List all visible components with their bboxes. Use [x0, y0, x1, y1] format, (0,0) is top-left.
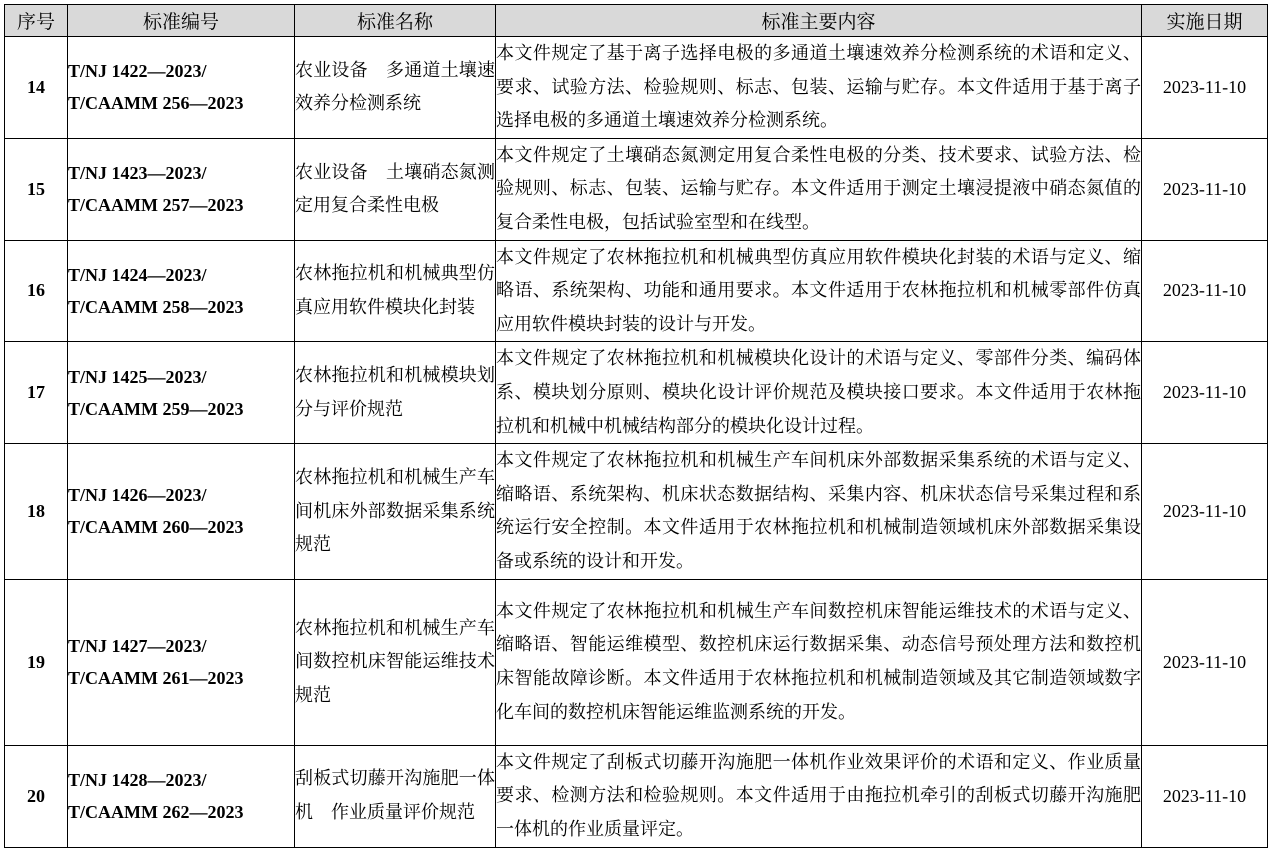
row-serial-number: 14	[5, 37, 68, 139]
row-implementation-date: 2023-11-10	[1142, 444, 1268, 579]
standard-code-line1: T/NJ 1424—2023/	[68, 264, 207, 285]
row-standard-name	[295, 444, 496, 579]
row-implementation-date: 2023-11-10	[1142, 342, 1268, 444]
header-serial-number: 序号	[5, 5, 68, 37]
standards-table	[4, 4, 1268, 848]
standard-name-text: 农业设备 多通道土壤速效养分检测系统	[295, 59, 495, 115]
row-serial-number: 16	[5, 240, 68, 342]
table-row	[5, 579, 1268, 745]
table-row	[5, 444, 1268, 579]
row-implementation-date: 2023-11-10	[1142, 138, 1268, 240]
row-standard-code	[68, 342, 295, 444]
row-serial-number: 15	[5, 138, 68, 240]
main-content-text: 本文件规定了土壤硝态氮测定用复合柔性电极的分类、技术要求、试验方法、检验规则、标志、包装、运输与贮存。本文件适用于测定土壤浸提液中硝态氮值的复合柔性电极，包括试验室型和在线型。	[496, 144, 1141, 233]
standard-code-line1: T/NJ 1427—2023/	[68, 636, 207, 656]
standard-code-line1: T/NJ 1423—2023/	[68, 163, 207, 184]
standard-name-text: 农林拖拉机和机械典型仿真应用软件模块化封装	[295, 263, 495, 318]
row-standard-code	[68, 138, 295, 240]
standard-code-line2: T/CAAMM 262—2023	[68, 802, 244, 822]
row-standard-code	[68, 444, 295, 579]
standard-code-line2: T/CAAMM 257—2023	[68, 195, 244, 216]
row-standard-name	[295, 240, 496, 342]
row-standard-code	[68, 745, 295, 847]
standard-code-line1: T/NJ 1422—2023/	[68, 61, 207, 82]
row-standard-name	[295, 579, 496, 745]
row-implementation-date: 2023-11-10	[1142, 579, 1268, 745]
table-row	[5, 138, 1268, 240]
standard-code-line2: T/CAAMM 261—2023	[68, 668, 244, 688]
row-implementation-date: 2023-11-10	[1142, 745, 1268, 847]
row-standard-code	[68, 240, 295, 342]
row-serial-number: 17	[5, 342, 68, 444]
row-standard-code	[68, 579, 295, 745]
row-serial-number: 19	[5, 579, 68, 745]
header-standard-code: 标准编号	[68, 5, 295, 37]
row-main-content	[496, 37, 1142, 139]
row-standard-code	[68, 37, 295, 139]
table-row	[5, 745, 1268, 847]
header-implementation-date: 实施日期	[1142, 5, 1268, 37]
row-standard-name	[295, 342, 496, 444]
row-serial-number: 20	[5, 745, 68, 847]
table-row	[5, 342, 1268, 444]
main-content-text: 本文件规定了农林拖拉机和机械生产车间数控机床智能运维技术的术语与定义、缩略语、智能运维模型、数控机床运行数据采集、动态信号预处理方法和数控机床智能故障诊断。本文件适用于农林拖拉机和机械制造领域及其它制造领域数字化车间的数控机床智能运维监测系统的开发。	[496, 600, 1141, 723]
main-content-text: 本文件规定了基于离子选择电极的多通道土壤速效养分检测系统的术语和定义、要求、试验方法、检验规则、标志、包装、运输与贮存。本文件适用于基于离子选择电极的多通道土壤速效养分检测系统。	[496, 43, 1141, 132]
standard-name-text: 农林拖拉机和机械生产车间数控机床智能运维技术规范	[295, 617, 495, 706]
main-content-text: 本文件规定了农林拖拉机和机械模块化设计的术语与定义、零部件分类、编码体系、模块划分原则、模块化设计评价规范及模块接口要求。本文件适用于农林拖拉机和机械中机械结构部分的模块化设计过程。	[496, 348, 1141, 437]
standard-code-line1: T/NJ 1428—2023/	[68, 770, 207, 790]
row-main-content	[496, 444, 1142, 579]
row-standard-name	[295, 745, 496, 847]
main-content-text: 本文件规定了农林拖拉机和机械典型仿真应用软件模块化封装的术语与定义、缩略语、系统架构、功能和通用要求。本文件适用于农林拖拉机和机械零部件仿真应用软件模块封装的设计与开发。	[496, 246, 1141, 335]
main-content-text: 本文件规定了刮板式切藤开沟施肥一体机作业效果评价的术语和定义、作业质量要求、检测方法和检验规则。本文件适用于由拖拉机牵引的刮板式切藤开沟施肥一体机的作业质量评定。	[496, 751, 1141, 840]
row-serial-number: 18	[5, 444, 68, 579]
standard-code-line2: T/CAAMM 256—2023	[68, 93, 244, 114]
main-content-text: 本文件规定了农林拖拉机和机械生产车间机床外部数据采集系统的术语与定义、缩略语、系统架构、机床状态数据结构、采集内容、机床状态信号采集过程和系统运行安全控制。本文件适用于农林拖拉机和机械制造领域机床外部数据采集设备或系统的设计和开发。	[496, 450, 1141, 572]
standard-code-line2: T/CAAMM 260—2023	[68, 517, 244, 538]
row-main-content	[496, 138, 1142, 240]
row-main-content	[496, 342, 1142, 444]
row-main-content	[496, 240, 1142, 342]
standard-name-text: 刮板式切藤开沟施肥一体机 作业质量评价规范	[295, 768, 495, 823]
row-implementation-date: 2023-11-10	[1142, 240, 1268, 342]
row-standard-name	[295, 37, 496, 139]
table-row	[5, 240, 1268, 342]
standard-code-line2: T/CAAMM 259—2023	[68, 398, 244, 419]
standard-name-text: 农林拖拉机和机械生产车间机床外部数据采集系统规范	[295, 466, 495, 556]
row-standard-name	[295, 138, 496, 240]
row-main-content	[496, 745, 1142, 847]
row-implementation-date: 2023-11-10	[1142, 37, 1268, 139]
header-main-content: 标准主要内容	[496, 5, 1142, 37]
table-row	[5, 37, 1268, 139]
table-header-row	[5, 5, 1268, 37]
standard-code-line2: T/CAAMM 258—2023	[68, 296, 244, 317]
standard-code-line1: T/NJ 1426—2023/	[68, 485, 207, 506]
row-main-content	[496, 579, 1142, 745]
header-standard-name: 标准名称	[295, 5, 496, 37]
standard-code-line1: T/NJ 1425—2023/	[68, 366, 207, 387]
standard-name-text: 农林拖拉机和机械模块划分与评价规范	[295, 365, 495, 420]
standard-name-text: 农业设备 土壤硝态氮测定用复合柔性电极	[295, 161, 495, 217]
